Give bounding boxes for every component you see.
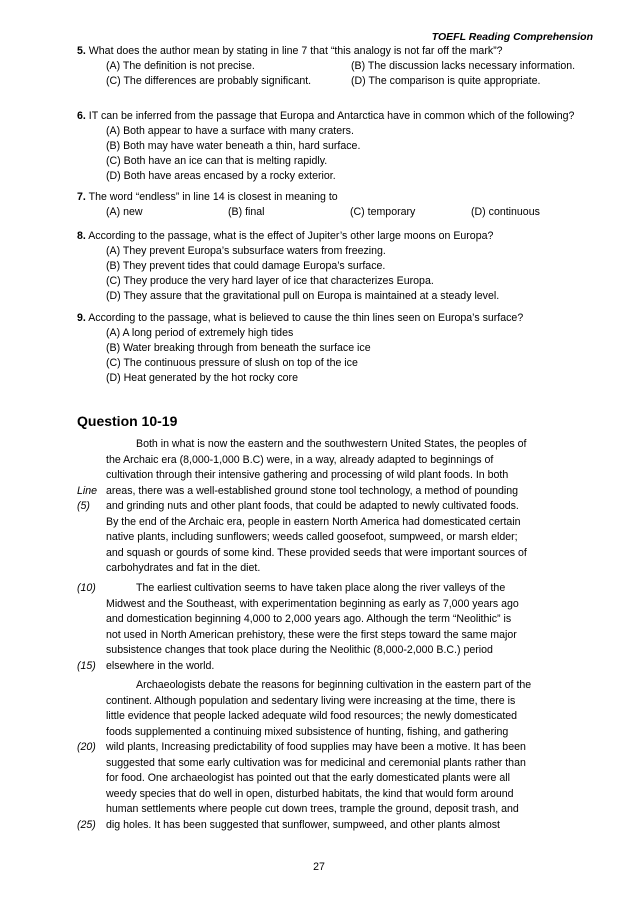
passage-line (0, 771, 638, 787)
question-stem (77, 44, 597, 59)
question-9 (77, 311, 597, 386)
option-c: (C) They produce the very hard layer of ice that characterizes Europa. (106, 275, 434, 287)
passage-text: dig holes. It has been suggested that sunflower, sumpweed, and other plants almost (106, 818, 500, 831)
question-stem (77, 190, 597, 205)
question-7 (77, 190, 597, 220)
passage-line (0, 756, 638, 772)
option-b: (B) The discussion lacks necessary information. (351, 60, 576, 72)
passage-line (0, 802, 638, 818)
passage-line (0, 694, 638, 710)
passage-text: Archaeologists debate the reasons for beginning cultivation in the eastern part of the (136, 679, 532, 691)
passage-paragraph-1 (0, 437, 638, 577)
option-b: (B) Both may have water beneath a thin, hard surface. (106, 140, 361, 152)
option-c: (C) The continuous pressure of slush on top of the ice (106, 357, 358, 369)
passage-line (0, 612, 638, 628)
option-b: (B) final (228, 206, 265, 218)
passage-line (0, 499, 638, 515)
option-a: (A) The definition is not precise. (106, 60, 255, 72)
passage-text: areas, there was a well-established ground stone tool technology, a method of pounding (106, 484, 519, 497)
question-number: 9. (77, 312, 86, 324)
passage-text: cultivation through their intensive gathering and processing of wild plant foods. In both (106, 469, 509, 481)
passage-line (0, 597, 638, 613)
option-d: (D) Heat generated by the hot rocky core (106, 372, 298, 384)
question-text: According to the passage, what is the effect of Jupiter’s other large moons on Europa? (85, 230, 494, 242)
passage-line (0, 740, 638, 756)
passage-paragraph-3 (0, 678, 638, 833)
question-text: IT can be inferred from the passage that Europa and Antarctica have in common which of the following? (85, 110, 575, 122)
passage-line (0, 515, 638, 531)
passage-line (0, 437, 638, 453)
passage-line (0, 725, 638, 741)
passage-text: for food. One archaeologist has pointed out that the early domesticated plants were all (106, 772, 510, 784)
option-d: (D) The comparison is quite appropriate. (351, 75, 541, 87)
passage-text: and grinding nuts and other plant foods, that could be adapted to newly cultivated foods. (106, 500, 519, 512)
option-a: (A) new (106, 206, 143, 218)
option-c: (C) Both have an ice can that is melting rapidly. (106, 155, 328, 167)
question-text: What does the author mean by stating in line 7 that “this analogy is not far off the mark”? (85, 45, 503, 57)
option-a: (A) Both appear to have a surface with many craters. (106, 125, 354, 137)
passage-text: native plants, including sunflowers; weeds called goosefoot, sumpweed, or marsh elder; (106, 531, 518, 543)
passage-line (0, 643, 638, 659)
passage-text: By the end of the Archaic era, people in eastern North America had domesticated certain (106, 515, 521, 528)
passage-line (0, 628, 638, 644)
passage-line (0, 787, 638, 803)
question-number: 7. (77, 191, 86, 203)
passage-text: not used in North American prehistory, these were the first steps toward the same major (106, 628, 517, 641)
question-stem (77, 229, 597, 244)
passage-paragraph-2 (0, 581, 638, 674)
passage-text: the Archaic era (8,000-1,000 B.C) were, in a way, already adapted to beginnings of (106, 453, 494, 466)
line-marker: (25) (77, 818, 96, 831)
option-b: (B) They prevent tides that could damage Europa’s surface. (106, 260, 386, 272)
option-a: (A) They prevent Europa’s subsurface waters from freezing. (106, 245, 386, 257)
passage-text: foods supplemented a continuing mixed subsistence of hunting, fishing, and gathering (106, 725, 509, 738)
question-6 (77, 109, 597, 184)
passage-text: little evidence that people lacked adequate wild food resources; the newly domesticated (106, 710, 518, 722)
question-5 (77, 44, 597, 89)
passage-text: and domestication beginning 4,000 to 2,000 years ago. Although the term “Neolithic” is (106, 613, 512, 625)
passage-line (0, 581, 638, 597)
option-c: (C) temporary (350, 206, 416, 218)
question-stem (77, 311, 597, 326)
question-text: The word “endless” in line 14 is closest in meaning to (85, 191, 338, 203)
passage-text: suggested that some early cultivation was for medicinal and ceremonial plants rather than (106, 756, 526, 769)
question-text: According to the passage, what is believed to cause the thin lines seen on Europa’s surface? (85, 312, 524, 324)
passage-line (0, 818, 638, 834)
question-8 (77, 229, 597, 304)
line-marker: (5) (77, 500, 90, 512)
passage-text: human settlements where people cut down trees, trample the ground, deposit trash, and (106, 803, 519, 815)
passage-line (0, 453, 638, 469)
passage-text: Both in what is now the eastern and the southwestern United States, the peoples of (136, 438, 527, 450)
page-number: 27 (313, 861, 325, 873)
option-d: (D) Both have areas encased by a rocky exterior. (106, 170, 336, 182)
passage-text: carbohydrates and fat in the diet. (106, 562, 261, 574)
passage-line (0, 468, 638, 484)
question-number: 6. (77, 110, 86, 122)
question-stem (77, 109, 597, 124)
passage-text: subsistence changes that took place during the Neolithic (8,000-2,000 B.C.) period (106, 644, 493, 656)
section-title: Question 10-19 (77, 413, 178, 429)
passage-text: weedy species that do well in open, disturbed habitats, the kind that would form around (106, 787, 514, 800)
passage-text: Midwest and the Southeast, with experimentation beginning as early as 7,000 years ago (106, 597, 519, 610)
passage-text: wild plants, Increasing predictability of food supplies may have been a motive. It has been (106, 741, 526, 753)
passage-text: and squash or gourds of some kind. These provided seeds that were important sources of (106, 546, 527, 559)
passage-text: continent. Although population and sedentary living were increasing at the time, there is (106, 694, 516, 707)
question-number: 5. (77, 45, 86, 57)
line-marker: Line (77, 484, 98, 497)
running-header: TOEFL Reading Comprehension (431, 31, 593, 43)
passage-line (0, 561, 638, 577)
passage-text: The earliest cultivation seems to have taken place along the river valleys of the (136, 582, 506, 594)
passage-line (0, 659, 638, 675)
option-d: (D) They assure that the gravitational pull on Europa is maintained at a steady level. (106, 290, 500, 302)
option-d: (D) continuous (471, 206, 540, 218)
passage-text: elsewhere in the world. (106, 659, 215, 672)
passage-line (0, 678, 638, 694)
option-a: (A) A long period of extremely high tides (106, 327, 294, 339)
passage-line (0, 530, 638, 546)
passage-line (0, 484, 638, 500)
line-marker: (15) (77, 659, 96, 672)
passage-line (0, 546, 638, 562)
question-number: 8. (77, 230, 86, 242)
passage-line (0, 709, 638, 725)
option-c: (C) The differences are probably significant. (106, 75, 312, 87)
option-b: (B) Water breaking through from beneath the surface ice (106, 342, 371, 354)
line-marker: (10) (77, 582, 96, 594)
line-marker: (20) (77, 741, 96, 753)
